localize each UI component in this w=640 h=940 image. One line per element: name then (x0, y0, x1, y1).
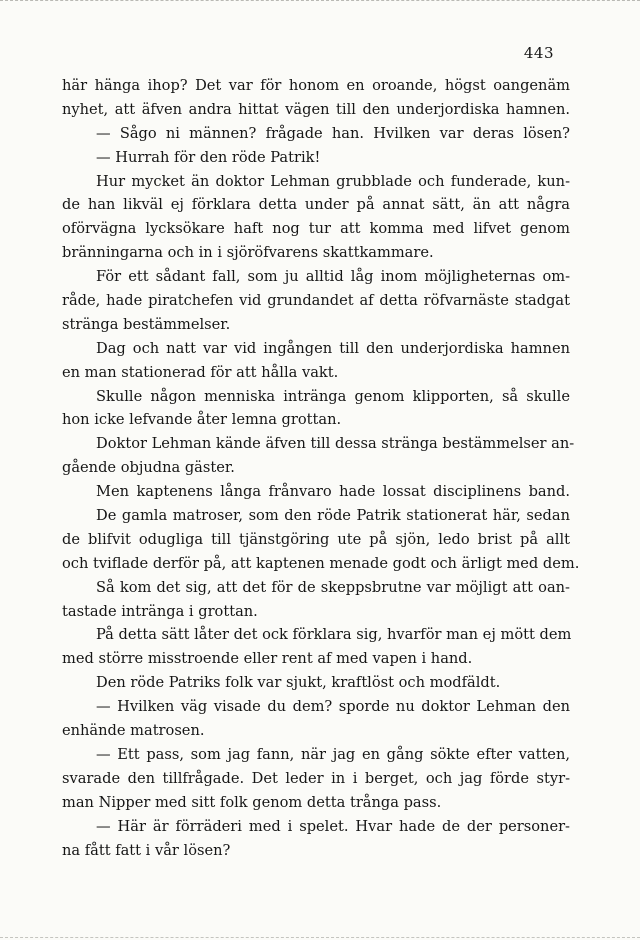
top-edge-rule (0, 0, 640, 3)
text-line: de han likväl ej förklara detta under på annat sätt, än att några (62, 196, 570, 214)
text-line: De gamla matroser, som den röde Patrik stationerat här, sedan (96, 507, 570, 525)
page-number: 443 (523, 44, 554, 62)
text-line: Dag och natt var vid ingången till den underjordiska hamnen (96, 339, 570, 357)
text-line: na fått fatt i vår lösen? (62, 841, 231, 859)
text-line: Doktor Lehman kände äfven till dessa stränga bestämmelser an- (96, 435, 575, 453)
text-line: På detta sätt låter det ock förklara sig, hvarför man ej mött dem (96, 626, 572, 644)
text-line: de blifvit odugliga till tjänstgöring ute på sjön, ledo brist på allt (62, 530, 570, 548)
text-line: råde, hade piratchefen vid grundandet af detta röfvarnäste stadgat (62, 292, 570, 310)
text-line: man Nipper med sitt folk genom detta trånga pass. (62, 793, 442, 811)
text-line: — Ett pass, som jag fann, när jag en gång sökte efter vatten, (96, 745, 570, 763)
text-line: enhände matrosen. (62, 722, 205, 740)
text-line: svarade den tillfrågade. Det leder in i berget, och jag förde styr- (62, 769, 570, 787)
text-line: Skulle någon menniska inträngа genom klipporten, så skulle (96, 387, 570, 405)
text-line: Den röde Patriks folk var sjukt, kraftlöst och modfäldt. (96, 674, 501, 692)
text-line: stränga bestämmelser. (62, 315, 231, 333)
text-line: bränningarna och in i sjöröfvarens skattkammare. (62, 244, 434, 262)
text-line: — Hurrah för den röde Patrik! (96, 148, 321, 166)
text-line: oförvägna lycksökare haft nog tur att komma med lifvet genom (62, 220, 570, 238)
text-line: nyhet, att äfven andra hittat vägen till den underjordiska hamnen. (62, 100, 570, 118)
text-line: För ett sådant fall, som ju alltid låg inom möjligheternas om- (96, 268, 570, 286)
text-line: tastade inträngа i grottan. (62, 602, 258, 620)
text-line: en man stationerad för att hålla vakt. (62, 363, 339, 381)
text-line: med större misstroende eller rent af med vapen i hand. (62, 650, 473, 668)
text-line: gående objudna gäster. (62, 459, 235, 477)
text-line: här hänga ihop? Det var för honom en oroande, högst oangenäm (62, 77, 570, 94)
text-line: Så kom det sig, att det för de skeppsbrutne var möjligt att oan- (96, 578, 570, 596)
text-line: Hur mycket än doktor Lehman grubblade och funderade, kun- (96, 172, 570, 190)
text-line: Men kaptenens långa frånvaro hade lossat disciplinens band. (96, 483, 570, 501)
text-line: och tviflade derför på, att kaptenen menade godt och ärligt med dem. (62, 554, 580, 572)
text-line: hon icke lefvande åter lemna grottan. (62, 411, 342, 429)
body-text (62, 74, 580, 862)
text-line: — Här är förräderi med i spelet. Hvar hade de der personer- (96, 817, 570, 835)
text-line: — Sågo ni männen? frågade han. Hvilken var deras lösen? (96, 124, 570, 142)
text-line: — Hvilken väg visade du dem? sporde nu doktor Lehman den (96, 698, 570, 716)
